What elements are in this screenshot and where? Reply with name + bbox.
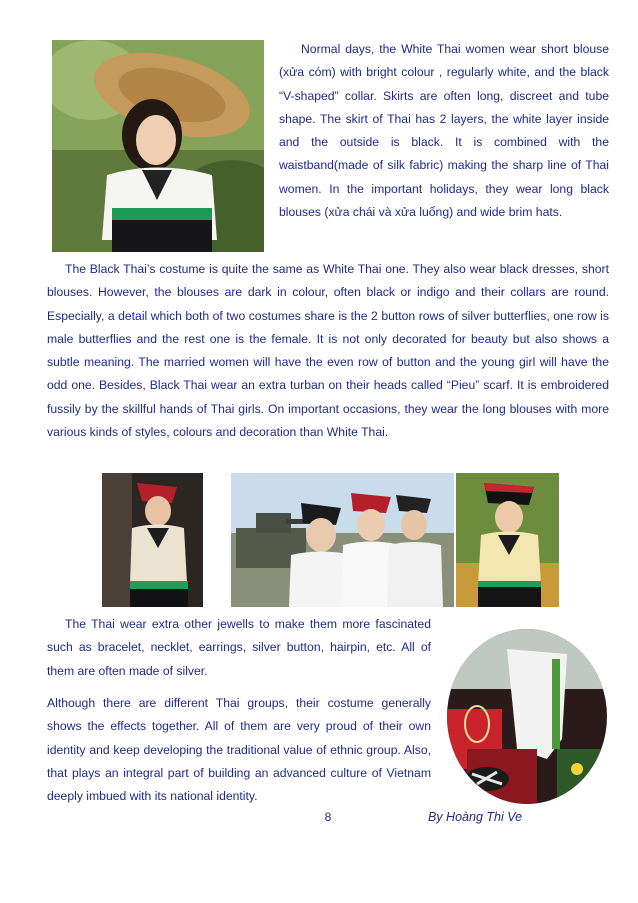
paragraph-white-thai: Normal days, the White Thai women wear short blouse (xửa cóm) with bright colour , regularly white, and the black “V-shaped” collar. Skirts are often long, discreet and tube shape. The skirt of Thai has 2 layers, the white layer inside and the outside is black. It is combined with the waistband(made of silk fabric) making the sharp line of Thai women. In the important holidays, they wear long black blouses (xửa chái và xửa luổng) and wide brim hats. — [279, 42, 609, 220]
paragraph-conclusion: Although there are different Thai groups, their costume generally shows the effects together. All of them are very proud of their own identity and keep developing the traditional value of ethnic group. Also, that plays an integral part of building an advanced culture of Vietnam deeply imbued with its national identity. — [47, 696, 431, 804]
photo-black-thai-girl-sitting — [102, 473, 203, 607]
author-byline: By Hoàng Thi Ve — [428, 810, 523, 824]
photo-embroidered-accessories — [447, 629, 607, 804]
page-number: 8 — [324, 810, 332, 824]
photo-white-thai-woman-hat — [52, 40, 264, 252]
paragraph-black-thai: The Black Thai’s costume is quite the same as White Thai one. They also wear black dresses, short blouses. However, the blouses are dark in colour, often black or indigo and their collars are round. Especially, a detail which both of two costumes share is the 2 button rows of silver butterflies, one row is male butterflies and the rest one is the female. It is not only decorated for beauty but also shows a subtle meaning. The married women will have the even row of button and the young girl will have the odd one. Besides, Black Thai wear an extra turban on their heads called “Pieu” scarf. It is embroidered fussily by the skillful hands of Thai girls. On important occasions, they wear the long blouses with more various kinds of styles, colours and decoration than White Thai. — [47, 262, 609, 440]
photo-thai-girl-flowers — [456, 473, 559, 607]
paragraph-jewellery: The Thai wear extra other jewells to make them more fascinated such as bracelet, necklet, earrings, silver button, hairpin, etc. All of them are often made of silver. — [47, 617, 431, 678]
photo-thai-girls-group — [231, 473, 454, 607]
